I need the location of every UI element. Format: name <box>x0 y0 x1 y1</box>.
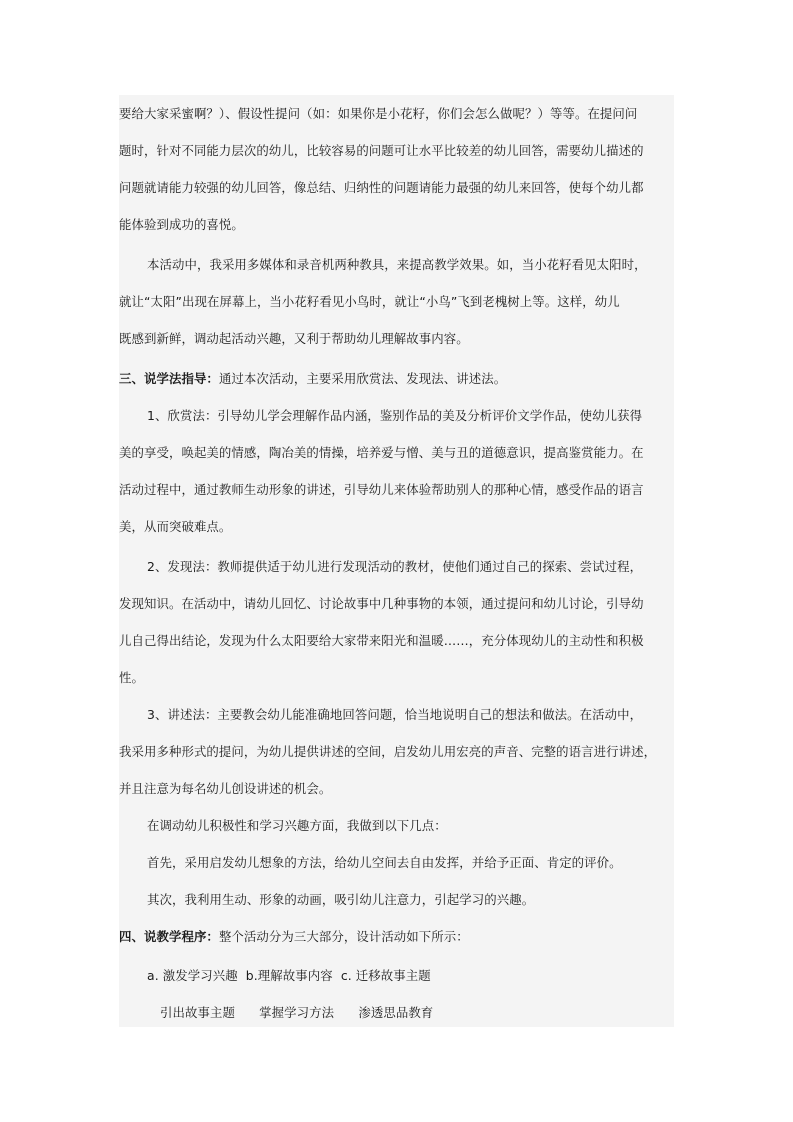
text-line: 就让“太阳”出现在屏幕上，当小花籽看见小鸟时，就让“小鸟”飞到老槐树上等。这样，幼儿 <box>119 294 620 309</box>
text-line: 首先，采用启发幼儿想象的方法，给幼儿空间去自由发挥，并给予正面、肯定的评价。 <box>147 855 622 870</box>
section-heading: 三、说学法指导： <box>119 371 219 386</box>
text-line: 本活动中，我采用多媒体和录音机两种教具，来提高教学效果。如，当小花籽看见太阳时， <box>147 257 647 272</box>
text-line: 2、发现法：教师提供适于幼儿进行发现活动的教材，使他们通过自己的探索、尝试过程， <box>147 559 643 574</box>
text-line: 美，从而突破难点。 <box>119 519 232 534</box>
text-line: 其次，我利用生动、形象的动画，吸引幼儿注意力，引起学习的兴趣。 <box>147 892 535 907</box>
text-line: 发现知识。在活动中，请幼儿回忆、讨论故事中几种事物的本领，通过提问和幼儿讨论，引导幼 <box>119 596 644 611</box>
section-heading-text: 整个活动分为三大部分，设计活动如下所示： <box>218 929 469 944</box>
text-line: 问题就请能力较强的幼儿回答，像总结、归纳性的问题请能力最强的幼儿来回答，使每个幼儿都 <box>119 180 644 195</box>
text-line: 美的享受，唤起美的情感，陶冶美的情操，培养爱与憎、美与丑的道德意识，提高鉴赏能力。在 <box>119 445 644 460</box>
program-parts-line: a. 激发学习兴趣 b.理解故事内容 c. 迁移故事主题 <box>147 968 431 983</box>
text-line: 性。 <box>119 670 144 685</box>
section-heading-line <box>119 371 506 387</box>
document-body <box>119 95 674 1027</box>
text-line: 要给大家采蜜啊？）、假设性提问（如：如果你是小花籽，你们会怎么做呢？）等等。在提问问 <box>119 106 638 121</box>
section-heading-line <box>119 929 469 945</box>
text-line: 3、讲述法：主要教会幼儿能准确地回答问题，恰当地说明自己的想法和做法。在活动中， <box>147 707 643 722</box>
text-line: 既感到新鲜，调动起活动兴趣，又利于帮助幼儿理解故事内容。 <box>119 331 469 346</box>
text-line: 活动过程中，通过教师生动形象的讲述，引导幼儿来体验帮助别人的那种心情，感受作品的语言 <box>119 482 644 497</box>
section-heading-text: 通过本次活动，主要采用欣赏法、发现法、讲述法。 <box>218 371 507 386</box>
text-line: 1、欣赏法：引导幼儿学会理解作品内涵，鉴别作品的美及分析评价文学作品，使幼儿获得 <box>147 408 643 423</box>
text-line: 并且注意为每名幼儿创设讲述的机会。 <box>119 781 332 796</box>
text-line: 我采用多种形式的提问，为幼儿提供讲述的空间，启发幼儿用宏亮的声音、完整的语言进行讲述， <box>119 744 657 759</box>
program-goals-line: 引出故事主题 掌握学习方法 渗透思品教育 <box>160 1005 434 1020</box>
text-line: 儿自己得出结论，发现为什么太阳要给大家带来阳光和温暖……，充分体现幼儿的主动性和积极 <box>119 633 644 648</box>
text-line: 在调动幼儿积极性和学习兴趣方面，我做到以下几点： <box>147 818 447 833</box>
text-line: 能体验到成功的喜悦。 <box>119 217 244 232</box>
section-heading: 四、说教学程序： <box>119 929 219 944</box>
text-line: 题时，针对不同能力层次的幼儿，比较容易的问题可让水平比较差的幼儿回答，需要幼儿描述的 <box>119 143 644 158</box>
